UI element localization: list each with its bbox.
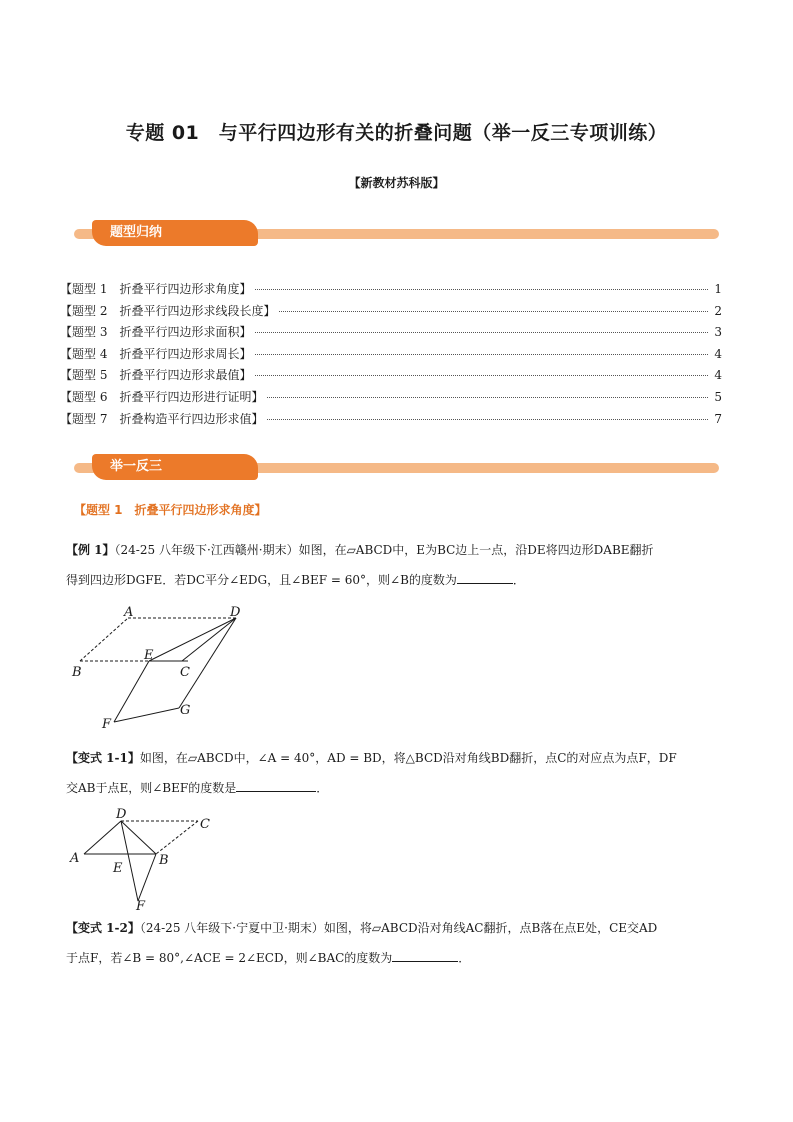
variant-text: 如图，在▱ABCD中，∠A = 40°，AD = BD，将△BCD沿对角线BD翻折，点C的对应点为点F，DF bbox=[139, 751, 677, 765]
example-text: 得到四边形DGFE．若DC平分∠EDG，且∠BEF = 60°，则∠B的度数为 bbox=[66, 573, 457, 587]
point-label-b: B bbox=[72, 665, 82, 680]
practice-banner-label: 举一反三 bbox=[92, 454, 258, 480]
toc-item[interactable] bbox=[60, 366, 722, 388]
example-1-line-1 bbox=[66, 535, 726, 565]
point-label-c: C bbox=[180, 665, 190, 680]
toc-item[interactable] bbox=[60, 280, 722, 302]
point-label-e: E bbox=[113, 861, 123, 876]
point-label-f: F bbox=[136, 899, 146, 910]
variant-1-1 bbox=[66, 743, 726, 803]
point-label-b: B bbox=[159, 853, 169, 868]
table-of-contents bbox=[60, 280, 722, 431]
variant-1-1-line-1 bbox=[66, 743, 726, 773]
example-lead: 【例 1】 bbox=[66, 543, 115, 557]
toc-item-page: 7 bbox=[714, 411, 722, 426]
example-1 bbox=[66, 535, 726, 595]
toc-leader-dots bbox=[255, 375, 708, 376]
toc-item-page: 2 bbox=[714, 303, 722, 318]
toc-item-page: 4 bbox=[714, 346, 722, 361]
toc-item-label: 【题型 3 折叠平行四边形求面积】 bbox=[60, 325, 252, 340]
toc-banner bbox=[74, 220, 719, 246]
toc-leader-dots bbox=[279, 311, 708, 312]
toc-leader-dots bbox=[255, 289, 708, 290]
variant-end: ． bbox=[458, 951, 471, 965]
point-label-c: C bbox=[200, 817, 210, 832]
toc-item-label: 【题型 7 折叠构造平行四边形求值】 bbox=[60, 411, 264, 426]
point-label-d: D bbox=[116, 807, 127, 822]
variant-lead: 【变式 1-2】 bbox=[66, 921, 140, 935]
example-1-figure bbox=[66, 598, 246, 733]
toc-leader-dots bbox=[255, 354, 708, 355]
variant-text: （24-25 八年级下·宁夏中卫·期末）如图，将▱ABCD沿对角线AC翻折，点B落在点E处，CE交AD bbox=[139, 921, 658, 935]
edition-label: 【新教材苏科版】 bbox=[348, 176, 445, 190]
toc-item-label: 【题型 2 折叠平行四边形求线段长度】 bbox=[60, 303, 276, 318]
toc-item[interactable] bbox=[60, 302, 722, 324]
toc-item[interactable] bbox=[60, 345, 722, 367]
toc-item-label: 【题型 6 折叠平行四边形进行证明】 bbox=[60, 389, 264, 404]
variant-lead: 【变式 1-1】 bbox=[66, 751, 140, 765]
toc-item[interactable] bbox=[60, 388, 722, 410]
answer-blank[interactable] bbox=[457, 569, 513, 584]
section-heading: 【题型 1 折叠平行四边形求角度】 bbox=[74, 503, 267, 517]
toc-item-label: 【题型 4 折叠平行四边形求周长】 bbox=[60, 346, 252, 361]
variant-text: 于点F，若∠B = 80°,∠ACE = 2∠ECD，则∠BAC的度数为 bbox=[66, 951, 393, 965]
toc-item[interactable] bbox=[60, 410, 722, 432]
point-label-f: F bbox=[102, 717, 112, 732]
point-label-d: D bbox=[230, 605, 241, 620]
point-label-g: G bbox=[180, 703, 191, 718]
toc-leader-dots bbox=[267, 419, 708, 420]
variant-1-2 bbox=[66, 913, 726, 973]
example-1-line-2 bbox=[66, 565, 726, 595]
answer-blank[interactable] bbox=[236, 777, 316, 792]
toc-banner-label: 题型归纳 bbox=[92, 220, 258, 246]
example-text: （24-25 八年级下·江西赣州·期末）如图，在▱ABCD中，E为BC边上一点，沿DE将四边形DABE翻折 bbox=[114, 543, 654, 557]
toc-leader-dots bbox=[255, 332, 708, 333]
toc-leader-dots bbox=[267, 397, 708, 398]
practice-banner bbox=[74, 454, 719, 480]
page-title: 专题 01 与平行四边形有关的折叠问题（举一反三专项训练） bbox=[125, 122, 668, 144]
variant-1-2-line-1 bbox=[66, 913, 726, 943]
toc-item-label: 【题型 5 折叠平行四边形求最值】 bbox=[60, 368, 252, 383]
point-label-e: E bbox=[144, 648, 154, 663]
variant-1-2-line-2 bbox=[66, 943, 726, 973]
variant-1-1-line-2 bbox=[66, 773, 726, 803]
toc-item-page: 4 bbox=[714, 368, 722, 383]
point-label-a: A bbox=[70, 851, 80, 866]
answer-blank[interactable] bbox=[392, 947, 458, 962]
toc-item-page: 3 bbox=[714, 325, 722, 340]
point-label-a: A bbox=[124, 605, 134, 620]
variant-end: ． bbox=[316, 781, 329, 795]
toc-item-page: 1 bbox=[714, 282, 722, 296]
variant-text: 交AB于点E，则∠BEF的度数是 bbox=[66, 781, 237, 795]
variant-1-1-figure bbox=[66, 806, 226, 910]
toc-item[interactable] bbox=[60, 323, 722, 345]
example-end: ． bbox=[512, 573, 525, 587]
toc-item-page: 5 bbox=[714, 389, 722, 404]
toc-item-label: 【题型 1 折叠平行四边形求角度】 bbox=[60, 282, 252, 296]
